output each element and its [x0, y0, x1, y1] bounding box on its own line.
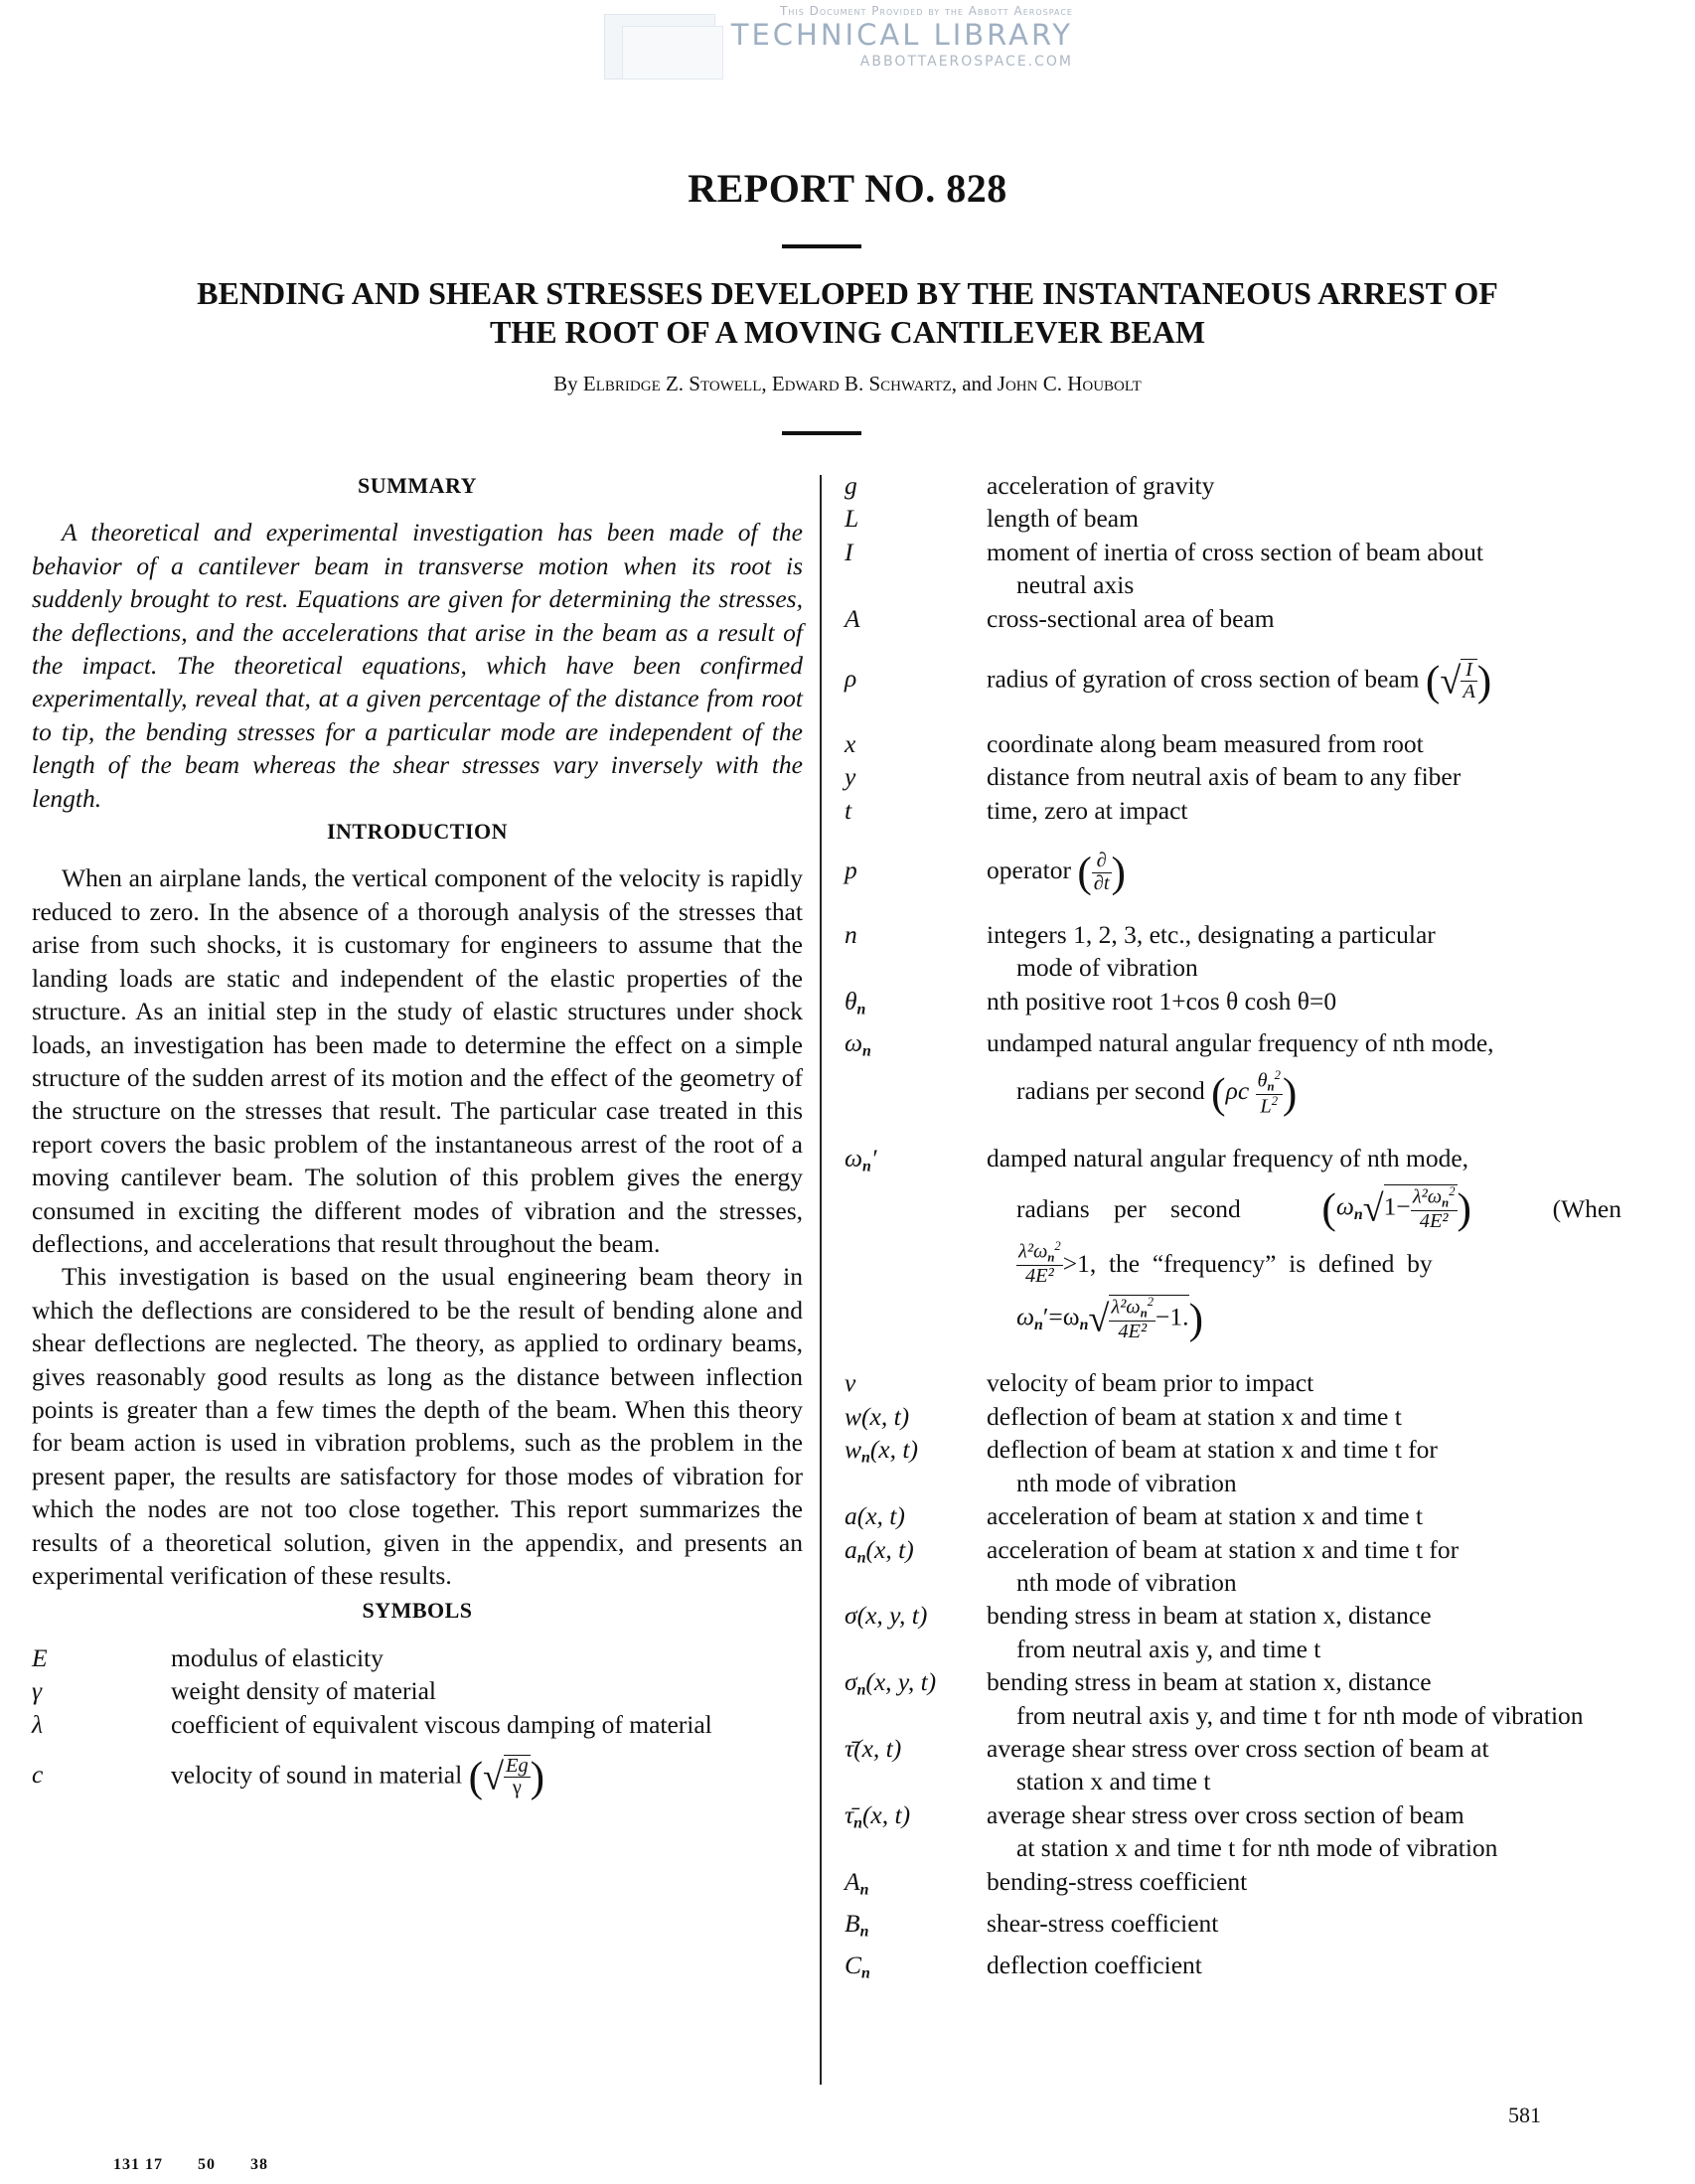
- symbol-definition: velocity of sound in material: [171, 1760, 463, 1790]
- symbol-definition: deflection of beam at station x and time t for: [987, 1435, 1438, 1465]
- symbol: p: [845, 855, 857, 884]
- formula-paren-close: ): [530, 1753, 545, 1801]
- sqrt-body: [1384, 1184, 1458, 1232]
- symbol-definition-continuation: nth mode of vibration: [1016, 1468, 1237, 1497]
- abbott-watermark-logo: [596, 4, 1093, 74]
- formula-paren-close: ): [1111, 849, 1126, 897]
- symbol-base: τ̄: [845, 1799, 854, 1829]
- symbol-definition: integers 1, 2, 3, etc., designating a particular: [987, 919, 1436, 949]
- numerator-subscript: n: [1047, 1250, 1055, 1265]
- right-column: [845, 469, 1621, 1990]
- sqrt-sign: √: [1440, 660, 1462, 702]
- denominator-base: L: [1260, 1095, 1272, 1118]
- column-divider: [820, 475, 822, 2085]
- symbol-base: a: [845, 1534, 857, 1564]
- symbol: [845, 1433, 987, 1475]
- symbol-definition-block: [987, 1026, 1621, 1118]
- symbol-definition-with-formula: [987, 659, 1621, 703]
- symbol-row-w-n: [845, 1433, 1621, 1499]
- symbol: [845, 1142, 987, 1183]
- fraction-denominator: 4E²: [1419, 1209, 1449, 1232]
- symbol-base: A: [845, 1866, 860, 1896]
- intro-paragraph-2: This investigation is based on the usual engineering beam theory in which the deflections are considered to be the result of bending alone and shear deflections are neglected. The theory, as applied to ordinary beams, gives reasonably good results as long as the distance between inflection points is greater than a few times the depth of the beam. When this theory for beam action is used in vibration problems, such as the problem in the present paper, the results are satisfactory for those modes of vibration for which the nodes are not too close together. This report summarizes the results of a theoretical solution, given in the appendix, and presents an experimental verification of these results.: [32, 1262, 803, 1590]
- symbol-row-v: [845, 1366, 1621, 1399]
- symbol-base: θ: [845, 986, 857, 1015]
- fraction-numerator: [1109, 1296, 1156, 1322]
- symbol-row-c: [32, 1755, 803, 1799]
- title-line-2: THE ROOT OF A MOVING CANTILEVER BEAM: [489, 314, 1206, 350]
- symbol-definition: coordinate along beam measured from root: [987, 728, 1424, 758]
- symbol-definition-block: [987, 1142, 1621, 1343]
- symbol-definition: nth positive root 1+cos θ cosh θ=0: [987, 986, 1337, 1015]
- symbol: [845, 1665, 987, 1707]
- frequency-definition-equation: [987, 1295, 1621, 1342]
- symbol: g: [845, 471, 857, 500]
- symbol-definition: damped natural angular frequency of nth mode,: [987, 1143, 1469, 1172]
- formula-omega-subscript: n: [1353, 1206, 1363, 1224]
- symbol-row-lambda: [32, 1708, 803, 1741]
- numerator-base: λ²ω: [1412, 1185, 1443, 1208]
- symbol-definition-continuation: neutral axis: [1016, 570, 1135, 600]
- sqrt-body: [1109, 1295, 1188, 1342]
- condition-text: >1, the “frequency” is defined by: [1062, 1249, 1433, 1279]
- introduction-heading: INTRODUCTION: [326, 819, 509, 845]
- symbol-row-tau-n: [845, 1798, 1621, 1865]
- formula-fraction: [1109, 1296, 1156, 1342]
- damped-frequency-formula: [1321, 1184, 1471, 1232]
- numerator-exponent: 2: [1449, 1184, 1456, 1199]
- summary-heading: SUMMARY: [357, 473, 478, 498]
- formula-one-minus: 1−: [1383, 1191, 1411, 1221]
- symbol-row-g: [845, 469, 1621, 502]
- symbol-row-omega-n-prime: [845, 1142, 1621, 1343]
- sqrt-sign: √: [483, 1756, 504, 1798]
- symbol-args: (x, t): [869, 1435, 918, 1465]
- symbol: σ(x, y, t): [845, 1601, 928, 1631]
- frequency-condition: [987, 1240, 1621, 1287]
- symbol-definition: shear-stress coefficient: [987, 1908, 1219, 1938]
- author-schwartz: Edward B. Schwartz,: [771, 372, 957, 395]
- symbol-definition: acceleration of beam at station x and time t for: [987, 1534, 1460, 1564]
- symbol: ρ: [845, 664, 857, 694]
- symbol-definition: moment of inertia of cross section of beam about: [987, 537, 1483, 566]
- fraction-denominator: A: [1463, 681, 1475, 703]
- symbol-definition-continuation: at station x and time t for nth mode of vibration: [1016, 1833, 1498, 1863]
- symbol-row-a-n: [845, 1533, 1621, 1600]
- report-title: [60, 274, 1635, 352]
- symbol-definition: deflection of beam at station x and time t: [987, 1401, 1402, 1431]
- continuation-text: radians per second: [1016, 1193, 1241, 1223]
- fraction-numerator: [1256, 1069, 1283, 1095]
- summary-text: A theoretical and experimental investigation has been made of the behavior of a cantilever beam in transverse motion when its root is suddenly brought to rest. Equations are given for determining the stresses, the deflections, and the accelerations that arise in the beam as a result of the impact. The theoretical equations, which have been confirmed experimentally, reveal that, at a given percentage of the distance from root to tip, the bending stresses for a particular mode are independent of the length of the beam whereas the shear stresses vary inversely with the length.: [32, 518, 803, 813]
- symbol-definition: coefficient of equivalent viscous damping of material: [171, 1709, 712, 1739]
- fraction-denominator: 4E²: [1118, 1321, 1148, 1343]
- symbol-definition: average shear stress over cross section of beam at: [987, 1733, 1489, 1763]
- symbol: t: [845, 795, 852, 825]
- formula-paren-open: (: [1321, 1184, 1336, 1233]
- fraction-numerator: [1411, 1185, 1458, 1211]
- left-column: [32, 469, 803, 1799]
- symbol-definition-block: [987, 1599, 1621, 1665]
- symbol-row-theta-n: [845, 985, 1621, 1026]
- symbol-definition-block: [987, 1732, 1621, 1798]
- symbol: [845, 1533, 987, 1575]
- symbol: y: [845, 762, 856, 792]
- symbol-definition: undamped natural angular frequency of nth mode,: [987, 1027, 1494, 1057]
- symbol: [845, 1026, 987, 1068]
- symbol: γ: [32, 1676, 43, 1706]
- sqrt-sign: √: [1362, 1187, 1384, 1230]
- eq-omega-subscript-2: n: [1079, 1317, 1089, 1334]
- symbol-row-sigma-n: [845, 1665, 1621, 1732]
- numerator-exponent: 2: [1147, 1295, 1155, 1310]
- symbol-row-B-n: [845, 1907, 1621, 1949]
- fraction-numerator: I: [1461, 660, 1476, 682]
- symbol-subscript: n: [856, 1001, 866, 1018]
- eq-prime: ′: [1042, 1302, 1049, 1331]
- print-code-1: 131 17: [113, 2156, 163, 2173]
- symbol-row-I: [845, 536, 1621, 602]
- symbol: n: [845, 919, 857, 949]
- symbol-definition: average shear stress over cross section of beam: [987, 1799, 1464, 1829]
- symbol-row-E: [32, 1641, 803, 1674]
- symbol-definition-block: [987, 1665, 1621, 1732]
- watermark-url: ABBOTTAEROSPACE.COM: [859, 54, 1073, 70]
- symbol-definition: velocity of beam prior to impact: [987, 1368, 1314, 1398]
- symbol: c: [32, 1760, 44, 1790]
- formula-fraction: [1461, 659, 1476, 703]
- symbol-row-a: [845, 1499, 1621, 1532]
- symbol-subscript: n: [859, 1923, 869, 1941]
- symbol-args: (x, t): [865, 1534, 914, 1564]
- symbol-definition: radius of gyration of cross section of beam: [987, 664, 1420, 694]
- numerator-base: λ²ω: [1111, 1297, 1141, 1319]
- symbol: [845, 1907, 987, 1949]
- print-code: [113, 2156, 298, 2174]
- symbol-definition: distance from neutral axis of beam to any fiber: [987, 762, 1462, 792]
- symbol-definition-continuation: mode of vibration: [1016, 953, 1198, 983]
- formula-paren-open: (: [1077, 849, 1092, 897]
- symbol-subscript: n: [861, 1450, 870, 1468]
- symbol-base: w: [845, 1435, 862, 1465]
- symbol-definition-block: [987, 536, 1621, 602]
- symbol-row-n: [845, 918, 1621, 985]
- numerator-subscript: n: [1267, 1079, 1275, 1094]
- symbol-definition-with-formula: [171, 1755, 803, 1799]
- symbol: λ: [32, 1709, 44, 1739]
- symbol-subscript: n: [862, 1042, 871, 1060]
- and-label: and: [962, 372, 993, 395]
- symbol-definition: modulus of elasticity: [171, 1642, 384, 1672]
- numerator-base: λ²ω: [1018, 1240, 1048, 1263]
- symbol: E: [32, 1642, 48, 1672]
- eq-omega-subscript: n: [1034, 1317, 1043, 1334]
- symbol-definition: cross-sectional area of beam: [987, 603, 1275, 633]
- symbol-base: B: [845, 1908, 860, 1938]
- symbol-subscript: n: [856, 1549, 866, 1567]
- formula-paren-open: (: [1211, 1069, 1226, 1118]
- symbol-subscript: n: [856, 1681, 866, 1699]
- numerator-base: θ: [1257, 1069, 1268, 1092]
- symbol: [845, 985, 987, 1026]
- symbol-row-t: [845, 794, 1621, 827]
- numerator-exponent: 2: [1054, 1239, 1061, 1254]
- symbol-row-sigma: [845, 1599, 1621, 1665]
- formula-fraction: [1092, 851, 1112, 894]
- symbol-definition-block: [987, 1533, 1621, 1600]
- page-number: 581: [1508, 2103, 1541, 2127]
- watermark-technical-library: TECHNICAL LIBRARY: [730, 18, 1073, 52]
- symbol-row-tau: [845, 1732, 1621, 1798]
- symbol-row-omega-n: [845, 1026, 1621, 1118]
- formula-paren-close: ): [1188, 1295, 1203, 1343]
- symbol: I: [845, 537, 853, 566]
- symbol: [845, 1865, 987, 1907]
- symbol-prime: ′: [870, 1143, 877, 1172]
- symbol-subscript: n: [853, 1814, 862, 1832]
- symbol: x: [845, 728, 856, 758]
- symbol-base: ω: [845, 1027, 863, 1057]
- symbol-subscript: n: [861, 1964, 870, 1982]
- formula-fraction: [1256, 1069, 1283, 1118]
- eq-minus-one: −1.: [1156, 1302, 1189, 1331]
- fraction-denominator: γ: [512, 1777, 522, 1799]
- authors-line: [0, 372, 1695, 396]
- symbol-definition-continuation: nth mode of vibration: [1016, 1567, 1237, 1597]
- fraction-numerator: ∂: [1092, 851, 1112, 872]
- fraction-numerator: [1016, 1240, 1063, 1266]
- symbol: [845, 1949, 987, 1990]
- symbol-row-y: [845, 760, 1621, 793]
- symbol-args: (x, t): [861, 1799, 911, 1829]
- symbol: A: [845, 603, 860, 633]
- sqrt-sign: √: [1088, 1298, 1110, 1340]
- symbol: w(x, t): [845, 1401, 910, 1431]
- symbol-definition-continuation: [987, 1069, 1621, 1118]
- by-label: By: [553, 372, 578, 395]
- formula-paren-close: ): [1476, 657, 1492, 705]
- watermark-provided-by: This Document Provided by the Abbott Aerospace: [780, 4, 1073, 18]
- title-rule-bottom: [782, 431, 861, 435]
- symbol-row-A-n: [845, 1865, 1621, 1907]
- symbol: τ̄(x, t): [845, 1733, 902, 1763]
- symbol-definition: deflection coefficient: [987, 1950, 1202, 1979]
- formula-fraction: [504, 1755, 531, 1799]
- formula-paren-open: (: [468, 1753, 483, 1801]
- symbol-definition: weight density of material: [171, 1676, 436, 1706]
- symbol-row-C-n: [845, 1949, 1621, 1990]
- symbol-definition: bending-stress coefficient: [987, 1866, 1248, 1896]
- eq-equals-omega: =ω: [1048, 1302, 1080, 1331]
- report-number: REPORT NO. 828: [688, 166, 1007, 211]
- symbol: a(x, t): [845, 1501, 905, 1531]
- numerator-exponent: 2: [1274, 1068, 1281, 1083]
- formula-paren-close: ): [1282, 1069, 1298, 1118]
- symbol-definition: time, zero at impact: [987, 795, 1188, 825]
- symbol-definition: bending stress in beam at station x, distance: [987, 1601, 1432, 1631]
- author-stowell: Elbridge Z. Stowell,: [582, 372, 767, 395]
- symbol-definition-block: [987, 1433, 1621, 1499]
- fraction-numerator: Eg: [506, 1755, 529, 1778]
- symbol-row-L: [845, 502, 1621, 535]
- symbol-definition: length of beam: [987, 504, 1139, 534]
- symbol-definition: operator: [987, 855, 1071, 884]
- symbol-row-x: [845, 727, 1621, 760]
- formula-omega: ω: [1335, 1191, 1354, 1221]
- title-line-1: BENDING AND SHEAR STRESSES DEVELOPED BY THE INSTANTANEOUS ARREST OF: [197, 275, 1498, 311]
- denominator-exponent: 2: [1271, 1093, 1279, 1108]
- symbol-subscript: n: [859, 1881, 869, 1899]
- symbol-definition: acceleration of gravity: [987, 471, 1215, 500]
- symbol: v: [845, 1368, 856, 1398]
- symbol-row-rho: [845, 659, 1621, 703]
- condition-fraction: [1016, 1240, 1063, 1287]
- fraction-denominator: 4E²: [1024, 1265, 1054, 1287]
- symbol-base: σ: [845, 1667, 857, 1697]
- numerator-subscript: n: [1140, 1306, 1148, 1321]
- formula-paren-close: ): [1457, 1184, 1471, 1233]
- symbol-base: ω: [845, 1143, 863, 1172]
- symbols-heading: SYMBOLS: [362, 1598, 473, 1624]
- symbol-definition-with-formula: [987, 849, 1621, 897]
- print-code-3: 38: [250, 2156, 268, 2173]
- symbol-subscript: n: [862, 1158, 871, 1175]
- fraction-denominator: [1256, 1095, 1283, 1118]
- symbol-definition-continuation: from neutral axis y, and time t: [1016, 1634, 1321, 1663]
- continuation-text: radians per second: [1016, 1076, 1205, 1106]
- fraction-denominator: ∂t: [1093, 871, 1110, 894]
- eq-omega: ω: [1016, 1302, 1035, 1331]
- symbol-row-p: [845, 849, 1621, 897]
- formula-prefix: ρc: [1225, 1076, 1250, 1106]
- symbol-base: C: [845, 1950, 862, 1979]
- symbol-definition: acceleration of beam at station x and time t: [987, 1501, 1423, 1531]
- when-clause: (When: [1552, 1193, 1621, 1223]
- title-rule-top: [782, 244, 861, 248]
- symbol: L: [845, 504, 859, 534]
- symbol-definition: bending stress in beam at station x, distance: [987, 1667, 1432, 1697]
- symbol-row-A: [845, 602, 1621, 635]
- author-houbolt: John C. Houbolt: [997, 372, 1142, 395]
- numerator-subscript: n: [1442, 1195, 1450, 1210]
- formula-paren-open: (: [1425, 657, 1441, 705]
- symbol-definition-block: [987, 918, 1621, 985]
- print-code-2: 50: [198, 2156, 216, 2173]
- symbol-row-w: [845, 1400, 1621, 1433]
- formula-fraction: [1411, 1185, 1458, 1232]
- symbol: [845, 1798, 987, 1840]
- intro-paragraph-1: When an airplane lands, the vertical component of the velocity is rapidly reduced to zero. In the absence of a thorough analysis of the stresses that arise from such shocks, it is customary for engineers to assume that the landing loads are static and independent of the elastic properties of the structure. As an initial step in the study of elastic structures under shock loads, an investigation has been made to determine the effect on a simple structure of the sudden arrest of its motion and the effect of the geometry of the structure on the stresses that result. The particular case treated in this report covers the basic problem of the instantaneous arrest of the root of a moving cantilever beam. The solution of this problem gives the energy consumed in exciting the different modes of vibration and the stresses, deflections, and accelerations that result throughout the beam.: [32, 863, 803, 1258]
- symbol-args: (x, y, t): [865, 1667, 937, 1697]
- symbol-definition-block: [987, 1798, 1621, 1865]
- symbol-definition-continuation: from neutral axis y, and time t for nth mode of vibration: [1016, 1700, 1584, 1730]
- symbol-definition-continuation: [987, 1184, 1621, 1232]
- symbol-definition-continuation: station x and time t: [1016, 1767, 1211, 1796]
- symbol-row-gamma: [32, 1674, 803, 1707]
